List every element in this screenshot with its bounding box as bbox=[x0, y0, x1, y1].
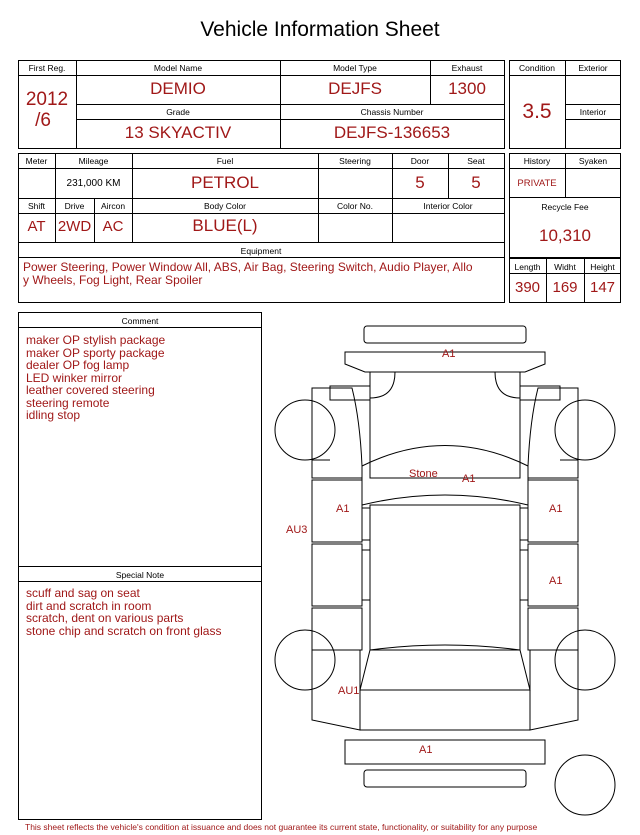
damage-left-front-door: A1 bbox=[336, 503, 350, 515]
aircon-value: AC bbox=[102, 218, 124, 235]
model-type-header: Model Type bbox=[333, 63, 377, 73]
model-name-header: Model Name bbox=[153, 63, 203, 73]
comment-list bbox=[26, 334, 165, 422]
exhaust-header: Exhaust bbox=[451, 63, 483, 73]
meter-header: Meter bbox=[25, 156, 48, 166]
list-item: steering remote bbox=[26, 395, 110, 410]
body-color-value: BLUE(L) bbox=[192, 216, 258, 235]
mileage-value: 231,000 KM bbox=[66, 178, 121, 189]
damage-right-rear-door: A1 bbox=[549, 575, 563, 587]
syaken-header: Syaken bbox=[578, 156, 608, 166]
list-item: LED winker mirror bbox=[26, 370, 123, 385]
equipment-line-1: Power Steering, Power Window All, ABS, Air Bag, Steering Switch, Audio Player, Allo bbox=[23, 260, 473, 274]
list-item: scuff and sag on seat bbox=[26, 586, 140, 600]
exterior-header: Exterior bbox=[578, 63, 608, 73]
shift-header: Shift bbox=[27, 201, 45, 211]
fuel-value: PETROL bbox=[190, 173, 260, 192]
chassis-value: DEJFS-136653 bbox=[333, 123, 451, 142]
damage-rear: A1 bbox=[419, 744, 433, 756]
condition-value: 3.5 bbox=[522, 100, 552, 123]
special-note-header: Special Note bbox=[115, 570, 165, 580]
drive-value: 2WD bbox=[57, 218, 92, 235]
recycle-fee-value: 10,310 bbox=[539, 226, 591, 245]
interior-header: Interior bbox=[579, 107, 607, 117]
mileage-header: Mileage bbox=[78, 156, 109, 166]
grade-header: Grade bbox=[166, 107, 190, 117]
damage-right-front-door: A1 bbox=[549, 503, 563, 515]
condition-header: Condition bbox=[519, 63, 555, 73]
chassis-header: Chassis Number bbox=[360, 107, 424, 117]
footer-disclaimer: This sheet reflects the vehicle's condition at issuance and does not guarantee its current state, functionality, or suitability for any purpose bbox=[25, 822, 538, 832]
seat-header: Seat bbox=[467, 156, 485, 166]
width-value: 169 bbox=[552, 279, 578, 296]
first-reg-month: /6 bbox=[35, 110, 51, 131]
list-item: dirt and scratch in room bbox=[26, 598, 152, 613]
length-value: 390 bbox=[514, 279, 541, 296]
height-value: 147 bbox=[589, 279, 616, 296]
equipment-line-2: y Wheels, Fog Light, Rear Spoiler bbox=[23, 273, 203, 287]
seat-value: 5 bbox=[471, 173, 481, 192]
door-value: 5 bbox=[415, 173, 425, 192]
width-header: Widht bbox=[554, 262, 576, 272]
grade-value: 13 SKYACTIV bbox=[124, 123, 232, 142]
recycle-fee-header: Recycle Fee bbox=[541, 202, 589, 212]
model-name-value: DEMIO bbox=[150, 79, 206, 98]
page-title: Vehicle Information Sheet bbox=[200, 18, 440, 41]
list-item: leather covered steering bbox=[26, 383, 155, 397]
list-item: maker OP stylish package bbox=[26, 333, 166, 347]
steering-header: Steering bbox=[339, 156, 371, 166]
door-header: Door bbox=[410, 156, 430, 166]
list-item: scratch, dent on various parts bbox=[26, 611, 184, 625]
first-reg-year: 2012 bbox=[25, 89, 69, 110]
damage-left-side: AU3 bbox=[286, 524, 308, 536]
fuel-header: Fuel bbox=[216, 156, 234, 166]
special-note-list bbox=[26, 587, 221, 637]
aircon-header: Aircon bbox=[100, 201, 126, 211]
list-item: maker OP sporty package bbox=[26, 345, 165, 360]
drive-header: Drive bbox=[64, 201, 85, 211]
history-header: History bbox=[523, 156, 551, 166]
damage-front: A1 bbox=[442, 348, 456, 360]
first-reg-header: First Reg. bbox=[28, 63, 66, 73]
interior-color-header: Interior Color bbox=[423, 201, 473, 211]
shift-value: AT bbox=[27, 218, 46, 235]
length-header: Length bbox=[514, 262, 541, 272]
damage-windshield: A1 bbox=[462, 473, 476, 485]
comment-header: Comment bbox=[121, 316, 159, 326]
exhaust-value: 1300 bbox=[448, 79, 486, 98]
model-type-value: DEJFS bbox=[328, 79, 382, 98]
equipment-header: Equipment bbox=[240, 246, 282, 256]
list-item: stone chip and scratch on front glass bbox=[26, 623, 222, 638]
list-item: idling stop bbox=[26, 408, 81, 422]
list-item: dealer OP fog lamp bbox=[26, 358, 130, 372]
color-no-header: Color No. bbox=[337, 201, 373, 211]
damage-stone: Stone bbox=[409, 468, 438, 480]
car-diagram bbox=[270, 320, 632, 820]
body-color-header: Body Color bbox=[203, 201, 247, 211]
history-value: PRIVATE bbox=[517, 178, 557, 189]
height-header: Height bbox=[590, 262, 615, 272]
damage-rear-left: AU1 bbox=[338, 685, 360, 697]
